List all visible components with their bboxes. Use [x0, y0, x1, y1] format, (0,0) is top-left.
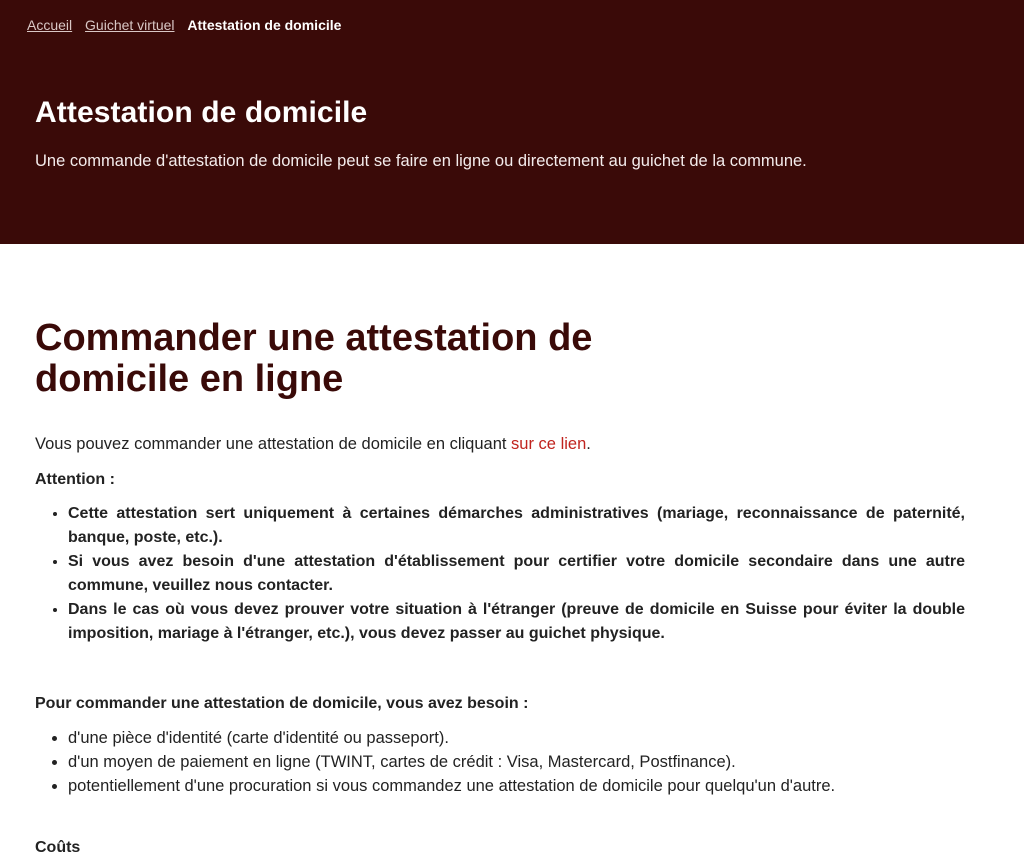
page-title: Attestation de domicile	[35, 96, 368, 129]
list-item: • d'une pièce d'identité (carte d'identité ou passeport).	[68, 726, 965, 750]
list-item: • Si vous avez besoin d'une attestation d'établissement pour certifier votre domicile secondaire dans une autre commune, veuillez nous contacter.	[68, 550, 965, 598]
attention-list	[35, 502, 965, 646]
breadcrumb-link-virtual-counter[interactable]: Guichet virtuel	[85, 17, 175, 33]
attention-label: Attention :	[35, 471, 115, 488]
needs-list	[35, 726, 965, 798]
intro-end: .	[586, 435, 591, 453]
breadcrumb-link-home[interactable]: Accueil	[27, 17, 73, 33]
breadcrumb-current: Attestation de domicile	[187, 17, 342, 33]
list-item: • potentiellement d'une procuration si vous commandez une attestation de domicile pour quelqu'un d'autre.	[68, 774, 965, 798]
order-link[interactable]: sur ce lien	[511, 435, 587, 453]
main-content	[35, 318, 965, 860]
page-hero	[0, 0, 1024, 244]
list-item: • d'un moyen de paiement en ligne (TWINT, cartes de crédit : Visa, Mastercard, Postfinance).	[68, 750, 965, 774]
list-item: • Dans le cas où vous devez prouver votre situation à l'étranger (preuve de domicile en Suisse pour éviter la double imposition, mariage à l'étranger, etc.), vous devez passer au guichet physique.	[68, 598, 965, 646]
intro-paragraph	[35, 432, 965, 456]
costs-label: Coûts	[35, 839, 81, 856]
list-item: • Cette attestation sert uniquement à certaines démarches administratives (mariage, reconnaissance de paternité, banque, poste, etc.).	[68, 502, 965, 550]
breadcrumb	[27, 17, 341, 33]
page-lead: Une commande d'attestation de domicile peut se faire en ligne ou directement au guichet de la commune.	[35, 152, 807, 170]
needs-label: Pour commander une attestation de domicile, vous avez besoin :	[35, 695, 529, 712]
intro-text: Vous pouvez commander une attestation de domicile en cliquant	[35, 435, 512, 453]
section-title: Commander une attestation de domicile en ligne	[35, 317, 593, 400]
